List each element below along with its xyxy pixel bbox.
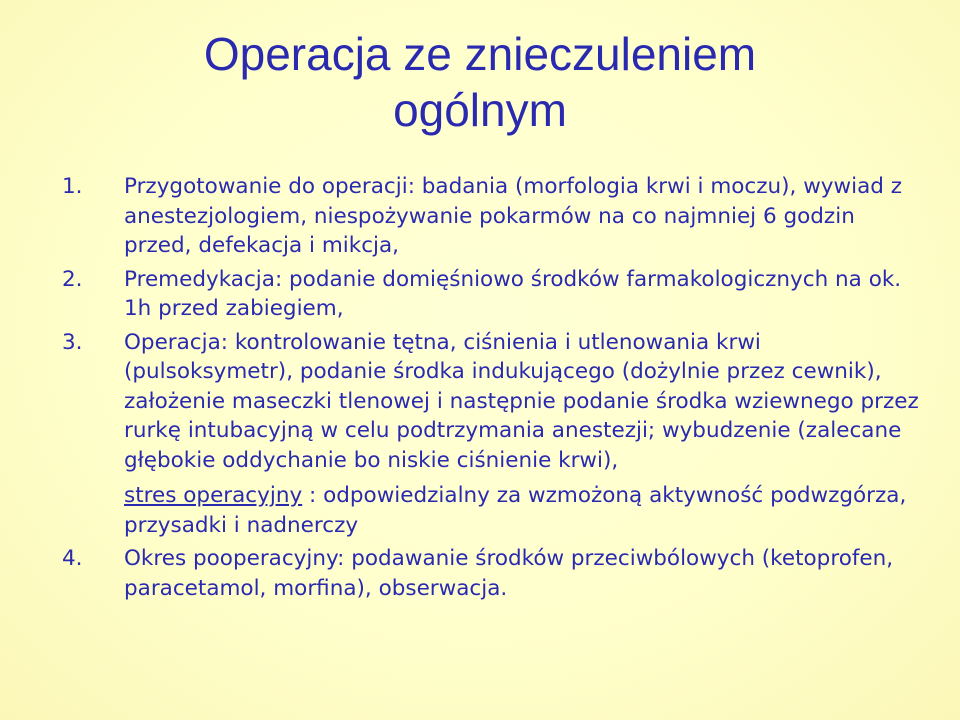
list-number: 1. (62, 174, 83, 199)
list-item-2 (0, 265, 960, 324)
slide-title (0, 26, 960, 138)
title-line-2: ogólnym (393, 84, 567, 136)
stress-term: stres operacyjny (124, 483, 303, 508)
numbered-list (0, 172, 960, 603)
list-text: Okres pooperacyjny: podawanie środków przeciwbólowych (ketoprofen, paracetamol, morfina), obserwacja. (124, 546, 894, 601)
list-number: 4. (62, 546, 83, 571)
list-item-1 (0, 172, 960, 261)
stress-note (0, 481, 960, 540)
list-text: Przygotowanie do operacji: badania (morfologia krwi i moczu), wywiad z anestezjologiem, niespożywanie pokarmów na co najmniej 6 godzin przed, defekacja i mikcja, (124, 174, 903, 258)
title-line-1: Operacja ze znieczuleniem (203, 28, 757, 80)
list-number: 3. (62, 329, 83, 355)
list-text: Premedykacja: podanie domięśniowo środków farmakologicznych na ok. 1h przed zabiegiem, (124, 266, 902, 321)
list-item-3 (0, 328, 960, 476)
list-text: Operacja: kontrolowanie tętna, ciśnienia i utlenowania krwi (pulsoksymetr), podanie środka indukującego (dożylnie przez cewnik), założenie maseczki tlenowej i następnie podanie środka wziewnego przez rurkę intubacyjną w celu podtrzymania anestezji; wybudzenie (zalecane głębokie oddychanie bo niskie ciśnienie krwi), (124, 329, 919, 473)
stress-definition: : odpowiedzialny za wzmożoną aktywność podwzgórza, przysadki i nadnerczy (124, 483, 907, 538)
list-number: 2. (62, 266, 83, 292)
list-item-4 (0, 544, 960, 603)
